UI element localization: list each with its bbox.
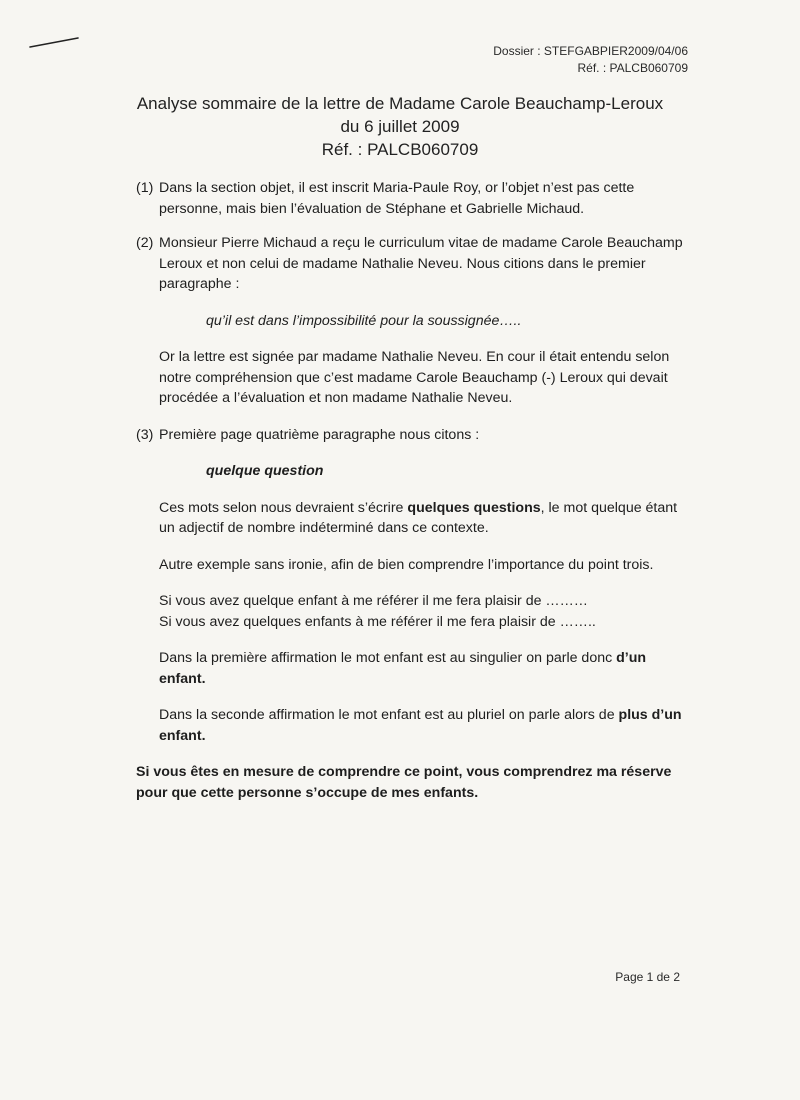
item-3 [136, 425, 696, 446]
text-run: Dans la seconde affirmation le mot enfant est au pluriel on parle alors de [159, 707, 619, 723]
title-line-2: du 6 juillet 2009 [340, 117, 460, 136]
quoted-passage: qu’il est dans l’impossibilité pour la soussignée….. [206, 312, 522, 329]
quoted-phrase: quelque question [206, 463, 324, 479]
document-title [0, 92, 800, 161]
paragraph: Or la lettre est signée par madame Nathalie Neveu. En cour il était entendu selon notre compréhension que c’est madame Carole Beauchamp (-) Leroux qui devait procédée a l’évaluation et non madame Nathalie Neveu. [159, 349, 670, 406]
dossier-number: Dossier : STEFGABPIER2009/04/06 [493, 44, 688, 58]
bold-phrase: plus d’un enfant. [159, 707, 682, 744]
pen-mark [28, 36, 80, 50]
paragraph: Autre exemple sans ironie, afin de bien comprendre l’importance du point trois. [159, 556, 654, 573]
header-reference [493, 43, 688, 77]
document-body [136, 178, 696, 803]
title-line-3: Réf. : PALCB060709 [321, 140, 479, 159]
item-number: (1) [136, 180, 154, 196]
page-number: Page 1 de 2 [615, 970, 680, 984]
bold-phrase: d’un enfant. [159, 650, 647, 687]
title-line-1: Analyse sommaire de la lettre de Madame Carole Beauchamp-Leroux [136, 94, 664, 113]
item-text: Monsieur Pierre Michaud a reçu le curriculum vitae de madame Carole Beauchamp Leroux et non celui de madame Nathalie Neveu. Nous citions dans le premier paragraphe : [159, 235, 683, 292]
item-text: Dans la section objet, il est inscrit Maria-Paule Roy, or l’objet n’est pas cette personne, mais bien l’évaluation de Stéphane et Gabrielle Michaud. [159, 180, 635, 217]
text-run: Dans la première affirmation le mot enfant est au singulier on parle donc [159, 650, 617, 666]
bold-phrase: quelques questions [407, 499, 541, 516]
text-run: Ces mots selon nous devraient s’écrire [159, 499, 408, 516]
example-line-2: Si vous avez quelques enfants à me référer il me fera plaisir de …….. [159, 613, 596, 630]
paragraph [159, 705, 696, 746]
item-text: Première page quatrième paragraphe nous citons : [159, 426, 480, 443]
item-number: (2) [136, 235, 154, 251]
reference-number: Réf. : PALCB060709 [577, 61, 688, 75]
example-lines [159, 591, 696, 632]
paragraph [159, 498, 696, 539]
item-1 [136, 178, 696, 219]
item-number: (3) [136, 426, 154, 443]
item-2 [136, 233, 696, 295]
closing-statement: Si vous êtes en mesure de comprendre ce point, vous comprendrez ma réserve pour que cette personne s’occupe de mes enfants. [136, 764, 672, 801]
example-line-1: Si vous avez quelque enfant à me référer il me fera plaisir de ……… [159, 593, 588, 609]
paragraph [159, 648, 696, 689]
text-run: , le mot quelque étant un adjectif de nombre indéterminé dans ce contexte. [159, 499, 678, 536]
